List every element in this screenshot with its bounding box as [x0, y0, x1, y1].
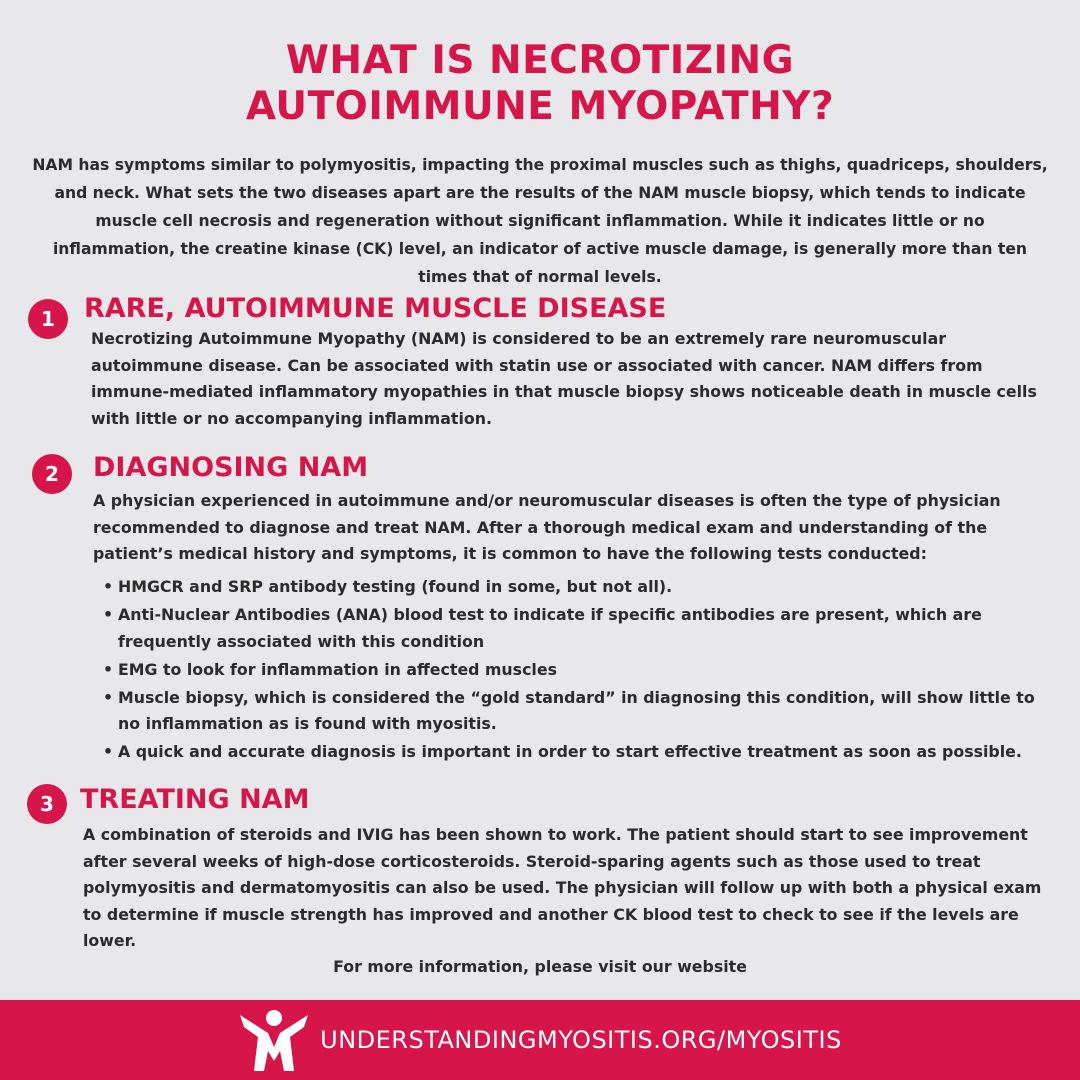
- list-item: • A quick and accurate diagnosis is important in order to start effective treatment as soon as possible.: [100, 739, 1045, 766]
- section-2-body: A physician experienced in autoimmune and/or neuromuscular diseases is often the type of physician recommended to diagnose and treat NAM. After a thorough medical exam and understanding of the patient’s medical history and symptoms, it is common to have the following tests conducted:: [93, 491, 1001, 563]
- section-3-body: A combination of steroids and IVIG has been shown to work. The patient should start to see improvement after several weeks of high-dose corticosteroids. Steroid-sparing agents such as those used to treat polymyositis and dermatomyositis can also be used. The physician will follow up with both a physical exam to determine if muscle strength has improved and another CK blood test to check to see if the levels are lower.: [83, 825, 1042, 950]
- title-line-1: WHAT IS NECROTIZING: [285, 38, 795, 83]
- more-info-text: For more information, please visit our website: [333, 957, 747, 976]
- section-1-number: 1: [41, 307, 55, 331]
- section-1-body: Necrotizing Autoimmune Myopathy (NAM) is considered to be an extremely rare neuromuscular autoimmune disease. Can be associated with statin use or associated with cancer. NAM differs from immune-mediated inflammatory myopathies in that muscle biopsy shows noticeable death in muscle cells with little or no accompanying inflammation.: [91, 329, 1037, 428]
- section-3-number: 3: [40, 792, 54, 816]
- title-line-2: AUTOIMMUNE MYOPATHY?: [245, 84, 835, 129]
- page-title: [0, 38, 1080, 130]
- section-2-number: 2: [45, 462, 59, 486]
- list-item: • EMG to look for inflammation in affected muscles: [100, 657, 1045, 684]
- section-2-title: DIAGNOSING NAM: [93, 452, 369, 483]
- section-1-title: RARE, AUTOIMMUNE MUSCLE DISEASE: [84, 293, 667, 324]
- list-item: • Anti-Nuclear Antibodies (ANA) blood test to indicate if specific antibodies are present, which are frequently associated with this condition: [100, 602, 1045, 655]
- section-3-number-badge: [27, 784, 67, 824]
- intro-paragraph: NAM has symptoms similar to polymyositis, impacting the proximal muscles such as thighs, quadriceps, shoulders, and neck. What sets the two diseases apart are the results of the NAM muscle biopsy, which tends to indicate muscle cell necrosis and regeneration without significant inflammation. While it indicates little or no inflammation, the creatine kinase (CK) level, an indicator of active muscle damage, is generally more than ten times that of normal levels.: [32, 156, 1048, 286]
- footer-banner: [0, 1000, 1080, 1080]
- diagnostic-tests-list: [100, 574, 1045, 767]
- website-link[interactable]: UNDERSTANDINGMYOSITIS.ORG/MYOSITIS: [320, 1026, 842, 1054]
- list-item: • Muscle biopsy, which is considered the “gold standard” in diagnosing this condition, will show little to no inflammation as is found with myositis.: [100, 685, 1045, 738]
- section-2-number-badge: [32, 454, 72, 494]
- section-1-number-badge: [28, 299, 68, 339]
- section-3-title: TREATING NAM: [80, 784, 310, 815]
- list-item: • HMGCR and SRP antibody testing (found in some, but not all).: [100, 574, 1045, 601]
- myositis-figure-logo: [238, 1007, 310, 1073]
